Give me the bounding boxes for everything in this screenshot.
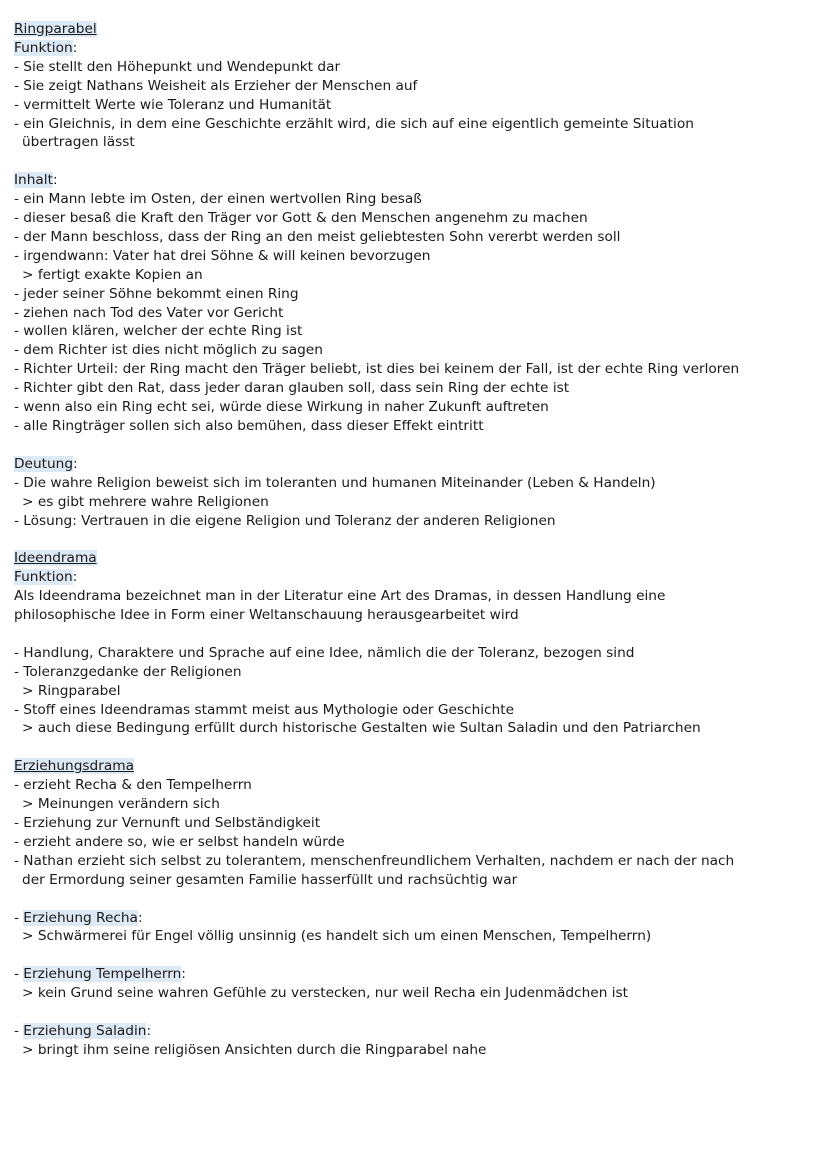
subheading: Erziehung Tempelherrn [23, 966, 182, 983]
list-item: - Richter gibt den Rat, dass jeder daran glauben soll, dass sein Ring der echte ist [14, 380, 570, 397]
list-item: - wenn also ein Ring echt sei, würde diese Wirkung in naher Zukunft auftreten [14, 399, 549, 416]
list-item: > Ringparabel [22, 682, 121, 699]
subheading: Funktion [14, 569, 73, 586]
list-item: - Sie zeigt Nathans Weisheit als Erzieher der Menschen auf [14, 77, 418, 94]
paragraph-line: Als Ideendrama bezeichnet man in der Literatur eine Art des Dramas, in dessen Handlung eine [14, 588, 666, 605]
subheading: Inhalt [14, 172, 53, 189]
list-item: - der Mann beschloss, dass der Ring an den meist geliebtesten Sohn vererbt werden soll [14, 228, 621, 245]
list-item: - Die wahre Religion beweist sich im toleranten und humanen Miteinander (Leben & Handeln) [14, 474, 656, 491]
section-ideendrama: Ideendrama Funktion: Als Ideendrama bezeichnet man in der Literatur eine Art des Dramas, in dessen Handlung eine philosophische Idee in Form einer Weltanschauung herausgearbeitet wird - Handlung, Charaktere und Sprache auf eine Idee, nämlich die der Toleranz, bezogen sind - Toleranzgedanke der Religionen > Ringparabel - Stoff eines Ideendramas stammt meist aus Mythologie oder Geschichte > auch diese Bedingung erfüllt durch historische Gestalten wie Sultan Saladin und den Patriarchen [14, 549, 814, 738]
list-item: - Nathan erzieht sich selbst zu tolerantem, menschenfreundlichem Verhalten, nachdem er nach der nach [14, 852, 735, 869]
list-item: - vermittelt Werte wie Toleranz und Humanität [14, 96, 332, 113]
section-title: Ideendrama [14, 550, 97, 567]
subheading: Erziehung Saladin [23, 1022, 147, 1039]
list-item: - Lösung: Vertrauen in die eigene Religion und Toleranz der anderen Religionen [14, 512, 556, 529]
section-title: Ringparabel [14, 21, 97, 37]
list-item: > fertigt exakte Kopien an [22, 266, 203, 283]
list-item: - Stoff eines Ideendramas stammt meist aus Mythologie oder Geschichte [14, 701, 515, 718]
subheading: Funktion [14, 39, 73, 56]
list-item: - Handlung, Charaktere und Sprache auf eine Idee, nämlich die der Toleranz, bezogen sind [14, 644, 635, 661]
list-item: der Ermordung seiner gesamten Familie hasserfüllt und rachsüchtig war [22, 871, 518, 888]
list-item: - Richter Urteil: der Ring macht den Träger beliebt, ist dies bei keinem der Fall, ist der echte Ring verloren [14, 361, 740, 378]
list-item: - erzieht andere so, wie er selbst handeln würde [14, 833, 345, 850]
section-ringparabel: Ringparabel Funktion: - Sie stellt den Höhepunkt und Wendepunkt dar - Sie zeigt Nathans Weisheit als Erzieher der Menschen auf - vermittelt Werte wie Toleranz und Humanität - ein Gleichnis, in dem eine Geschichte erzählt wird, die sich auf eine eigentlich gemeinte Situation übertragen lässt Inhalt: - ein Mann lebte im Osten, der einen wertvollen Ring besaß - dieser besaß die Kraft den Träger vor Gott & den Menschen angenehm zu machen - der Mann beschloss, dass der Ring an den meist geliebtesten Sohn vererbt werden soll - irgendwann: Vater hat drei Söhne & will keinen bevorzugen > fertigt exakte Kopien an - jeder seiner Söhne bekommt einen Ring - ziehen nach Tod des Vater vor Gericht - wollen klären, welcher der echte Ring ist - dem Richter ist dies nicht möglich zu sagen - Richter Urteil: der Ring macht den Träger beliebt, ist dies bei keinem der Fall, ist der echte Ring verloren - Richter gibt den Rat, dass jeder daran glauben soll, dass sein Ring der echte ist - wenn also ein Ring echt sei, würde diese Wirkung in naher Zukunft auftreten - alle Ringträger sollen sich also bemühen, dass dieser Effekt eintritt Deutung: - Die wahre Religion beweist sich im toleranten und humanen Miteinander (Leben & Handeln) > es gibt mehrere wahre Religionen - Lösung: Vertrauen in die eigene Religion und Toleranz der anderen Religionen [14, 20, 814, 530]
list-item: > es gibt mehrere wahre Religionen [22, 493, 269, 510]
list-item: - erzieht Recha & den Tempelherrn [14, 777, 252, 794]
list-item: - dieser besaß die Kraft den Träger vor Gott & den Menschen angenehm zu machen [14, 210, 588, 227]
paragraph-line: philosophische Idee in Form einer Weltanschauung herausgearbeitet wird [14, 607, 519, 624]
list-item: > kein Grund seine wahren Gefühle zu verstecken, nur weil Recha ein Judenmädchen ist [22, 985, 629, 1002]
list-item: - irgendwann: Vater hat drei Söhne & will keinen bevorzugen [14, 247, 431, 264]
list-item: - Erziehung zur Vernunft und Selbständigkeit [14, 814, 321, 831]
list-item: - alle Ringträger sollen sich also bemühen, dass dieser Effekt eintritt [14, 418, 484, 435]
list-item: > bringt ihm seine religiösen Ansichten durch die Ringparabel nahe [22, 1041, 487, 1058]
list-item: - ein Mann lebte im Osten, der einen wertvollen Ring besaß [14, 191, 422, 208]
list-item: übertragen lässt [22, 134, 135, 151]
list-item: - Toleranzgedanke der Religionen [14, 663, 242, 680]
list-item: - dem Richter ist dies nicht möglich zu sagen [14, 342, 323, 359]
list-item: - ziehen nach Tod des Vater vor Gericht [14, 304, 284, 321]
list-item: > auch diese Bedingung erfüllt durch historische Gestalten wie Sultan Saladin und den Patriarchen [22, 720, 701, 737]
list-item: - Sie stellt den Höhepunkt und Wendepunkt dar [14, 58, 341, 75]
list-item: > Schwärmerei für Engel völlig unsinnig (es handelt sich um einen Menschen, Tempelherrn) [22, 928, 652, 945]
list-item: - jeder seiner Söhne bekommt einen Ring [14, 285, 299, 302]
list-item: > Meinungen verändern sich [22, 796, 220, 813]
section-erziehungsdrama: Erziehungsdrama - erzieht Recha & den Tempelherrn > Meinungen verändern sich - Erziehung zur Vernunft und Selbständigkeit - erzieht andere so, wie er selbst handeln würde - Nathan erzieht sich selbst zu tolerantem, menschenfreundlichem Verhalten, nachdem er nach der nach der Ermordung seiner gesamten Familie hasserfüllt und rachsüchtig war - Erziehung Recha: > Schwärmerei für Engel völlig unsinnig (es handelt sich um einen Menschen, Tempelherrn) - Erziehung Tempelherrn: > kein Grund seine wahren Gefühle zu verstecken, nur weil Recha ein Judenmädchen ist - Erziehung Saladin: > bringt ihm seine religiösen Ansichten durch die Ringparabel nahe [14, 757, 814, 1059]
document-page [14, 20, 814, 1060]
subheading: Erziehung Recha [23, 909, 138, 926]
list-item: - ein Gleichnis, in dem eine Geschichte erzählt wird, die sich auf eine eigentlich gemeinte Situation [14, 115, 694, 132]
section-title: Erziehungsdrama [14, 758, 134, 775]
list-item: - wollen klären, welcher der echte Ring ist [14, 323, 303, 340]
subheading: Deutung [14, 455, 74, 472]
